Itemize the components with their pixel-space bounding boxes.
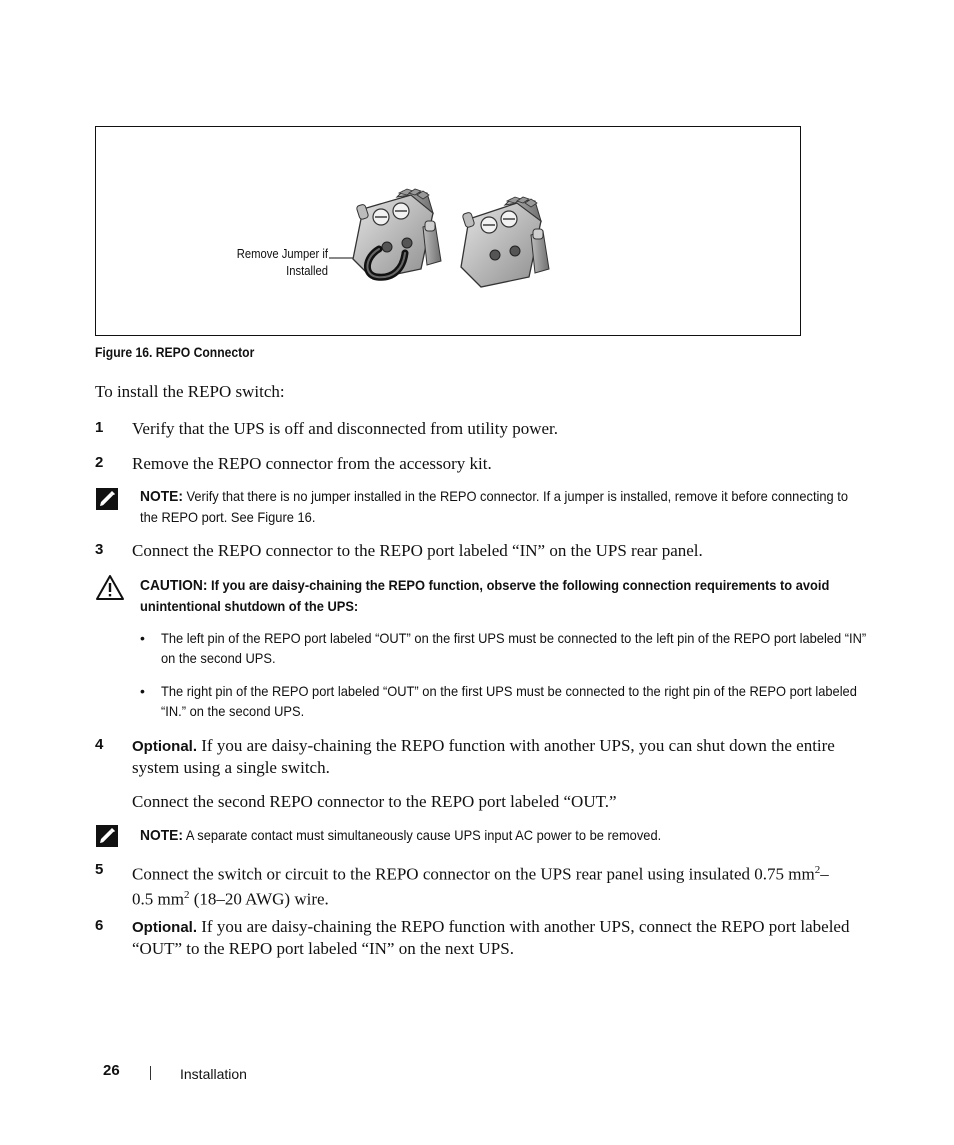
figure-repo-connector <box>95 126 801 336</box>
step-body-c: (18–20 AWG) wire. <box>189 889 329 909</box>
connector-with-jumper <box>353 189 441 279</box>
optional-label: Optional. <box>132 919 197 936</box>
step-text: Connect the REPO connector to the REPO port labeled “IN” on the UPS rear panel. <box>132 541 703 560</box>
optional-label: Optional. <box>132 738 197 755</box>
step-text: Verify that the UPS is off and disconnected from utility power. <box>132 419 559 438</box>
caution-label: CAUTION: <box>140 577 208 594</box>
step-body-a: Connect the switch or circuit to the REPO connector on the UPS rear panel using insulated 0.75 mm <box>132 864 815 884</box>
intro-text: To install the REPO switch: <box>95 382 285 401</box>
step-number: 3 <box>95 541 104 558</box>
note-pencil-icon <box>95 487 119 511</box>
note-separate-contact <box>140 825 870 846</box>
step-number: 1 <box>95 419 104 436</box>
caution-triangle-icon <box>95 574 125 601</box>
bullet-text: The left pin of the REPO port labeled “OUT” on the first UPS must be connected to the left pin of the REPO port labeled “IN” on the second UPS. <box>161 630 867 666</box>
jumper-callout-label: Remove Jumper if Installed <box>236 247 328 278</box>
step-number: 2 <box>95 454 104 471</box>
caution-daisy-chain <box>140 575 870 616</box>
superscript: 2 <box>814 864 821 876</box>
step-number: 4 <box>95 736 104 753</box>
caution-text: If you are daisy-chaining the REPO function, observe the following connection requirements to avoid unintentional shutdown of the UPS: <box>140 577 830 614</box>
footer-divider <box>150 1066 151 1080</box>
step-text <box>132 735 862 778</box>
note-label: NOTE: <box>140 488 183 505</box>
step-text <box>132 860 832 909</box>
note-pencil-icon <box>95 824 119 848</box>
superscript: 2 <box>183 888 190 901</box>
note-verify-jumper <box>140 486 870 527</box>
figure-caption: Figure 16. REPO Connector <box>95 345 255 360</box>
connector-without-jumper <box>461 197 549 287</box>
page-number: 26 <box>103 1062 120 1079</box>
step-body-b: –0.5 mm <box>132 864 829 909</box>
step-body: If you are daisy-chaining the REPO function with another UPS, connect the REPO port labeled “OUT” to the REPO port labeled “IN” on the next UPS. <box>132 917 850 958</box>
step-body: If you are daisy-chaining the REPO function with another UPS, you can shut down the entire system using a single switch. <box>132 736 835 777</box>
bullet-text: The right pin of the REPO port labeled “OUT” on the first UPS must be connected to the right pin of the REPO port labeled “IN.” on the second UPS. <box>161 683 857 719</box>
footer-section-title: Installation <box>180 1066 247 1082</box>
step-text <box>132 916 852 959</box>
note-label: NOTE: <box>140 827 183 844</box>
step-number: 5 <box>95 861 104 878</box>
repo-connector-illustration <box>96 127 802 337</box>
step-number: 6 <box>95 917 104 934</box>
step-text: Remove the REPO connector from the accessory kit. <box>132 454 492 473</box>
note-text: Verify that there is no jumper installed in the REPO connector. If a jumper is installed, remove it before connecting to the REPO port. See Figure 16. <box>140 488 849 525</box>
step-extra-text: Connect the second REPO connector to the REPO port labeled “OUT.” <box>132 792 617 811</box>
note-text: A separate contact must simultaneously cause UPS input AC power to be removed. <box>185 827 662 843</box>
